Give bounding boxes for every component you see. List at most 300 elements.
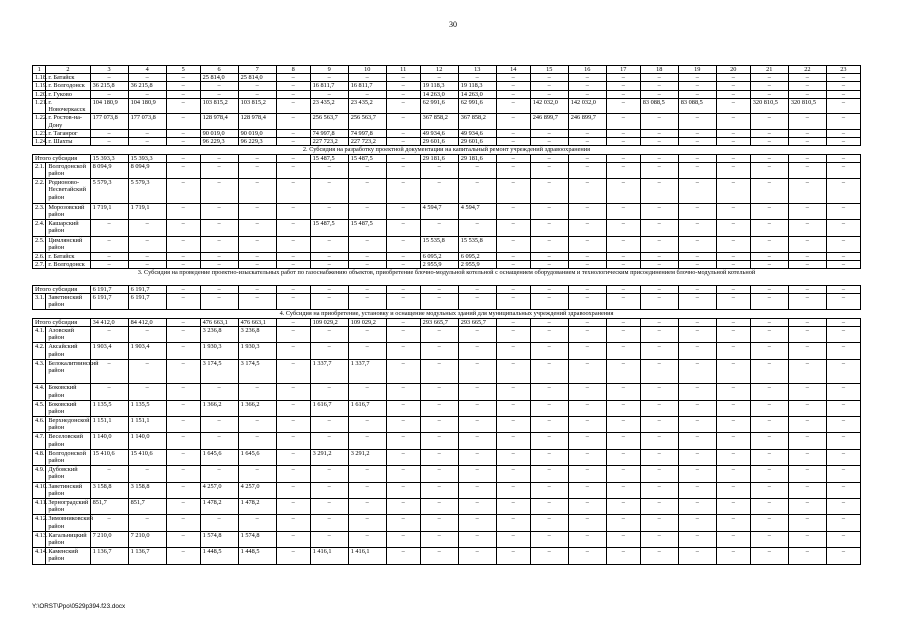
total-cell: – — [276, 318, 310, 326]
value-cell: – — [568, 261, 606, 269]
value-cell: – — [788, 548, 826, 564]
value-cell: – — [568, 179, 606, 204]
total-row — [33, 318, 861, 326]
header-cell: 6 — [200, 66, 238, 74]
value-cell: – — [276, 417, 310, 433]
value-cell: – — [386, 433, 420, 449]
value-cell: – — [276, 261, 310, 269]
value-cell: – — [640, 203, 678, 219]
value-cell: – — [640, 531, 678, 547]
value-cell: – — [750, 417, 788, 433]
value-cell: 62 991,6 — [458, 98, 496, 113]
value-cell: – — [750, 548, 788, 564]
value-cell: – — [750, 179, 788, 204]
value-cell: – — [678, 359, 716, 384]
value-cell: – — [716, 236, 750, 252]
value-cell: – — [530, 162, 568, 178]
table-row — [33, 294, 861, 310]
value-cell: 6 191,7 — [90, 294, 128, 310]
value-cell: – — [200, 515, 238, 531]
value-cell: – — [568, 531, 606, 547]
value-cell: – — [128, 220, 166, 236]
value-cell: 15 487,5 — [348, 220, 386, 236]
value-cell: 1 616,7 — [348, 400, 386, 416]
value-cell: – — [458, 548, 496, 564]
value-cell: – — [166, 499, 200, 515]
table-row — [33, 82, 861, 90]
value-cell: – — [716, 359, 750, 384]
value-cell: – — [128, 384, 166, 400]
value-cell: – — [90, 515, 128, 531]
header-cell: 18 — [640, 66, 678, 74]
value-cell: – — [530, 326, 568, 342]
value-cell: – — [750, 82, 788, 90]
value-cell: – — [200, 466, 238, 482]
row-number: 1.21. — [33, 98, 46, 113]
value-cell: 1 616,7 — [310, 400, 348, 416]
total-cell: – — [276, 154, 310, 162]
value-cell: – — [310, 252, 348, 260]
value-cell: – — [348, 531, 386, 547]
value-cell: 6 095,2 — [458, 252, 496, 260]
header-cell: 9 — [310, 66, 348, 74]
municipality-name: Кагальницкий район — [46, 531, 90, 547]
value-cell: – — [348, 74, 386, 82]
value-cell: – — [458, 433, 496, 449]
header-cell: 2 — [46, 66, 90, 74]
value-cell: – — [750, 203, 788, 219]
value-cell: – — [788, 129, 826, 137]
value-cell: – — [458, 400, 496, 416]
value-cell: – — [640, 359, 678, 384]
value-cell: – — [750, 326, 788, 342]
row-number: 4.9. — [33, 466, 46, 482]
table-row — [33, 400, 861, 416]
value-cell: – — [788, 252, 826, 260]
value-cell: – — [166, 179, 200, 204]
value-cell: – — [716, 449, 750, 465]
value-cell: – — [788, 359, 826, 384]
value-cell: 1 140,0 — [128, 433, 166, 449]
value-cell: – — [386, 515, 420, 531]
value-cell: – — [200, 162, 238, 178]
value-cell: – — [750, 466, 788, 482]
value-cell: – — [826, 162, 860, 178]
value-cell: 1 136,7 — [128, 548, 166, 564]
section-title-row — [33, 146, 861, 154]
value-cell: – — [310, 531, 348, 547]
value-cell: – — [496, 236, 530, 252]
table-row — [33, 499, 861, 515]
value-cell: – — [496, 515, 530, 531]
value-cell: – — [166, 236, 200, 252]
value-cell: – — [238, 82, 276, 90]
total-cell: – — [678, 318, 716, 326]
municipality-name: Боковский район — [46, 384, 90, 400]
value-cell: – — [750, 261, 788, 269]
value-cell: – — [716, 531, 750, 547]
value-cell: – — [386, 252, 420, 260]
value-cell: – — [678, 261, 716, 269]
row-number: 2.4. — [33, 220, 46, 236]
value-cell: 177 073,8 — [128, 114, 166, 129]
value-cell: – — [458, 449, 496, 465]
value-cell: – — [386, 114, 420, 129]
value-cell: 142 032,0 — [568, 98, 606, 113]
table-row — [33, 482, 861, 498]
value-cell: 16 811,7 — [348, 82, 386, 90]
value-cell: – — [750, 252, 788, 260]
value-cell: – — [90, 261, 128, 269]
value-cell: – — [716, 515, 750, 531]
value-cell: 1 151,1 — [90, 417, 128, 433]
value-cell: – — [348, 162, 386, 178]
value-cell: – — [826, 499, 860, 515]
header-cell: 7 — [238, 66, 276, 74]
value-cell: – — [128, 466, 166, 482]
header-cell: 20 — [716, 66, 750, 74]
value-cell: 3 291,2 — [348, 449, 386, 465]
value-cell: 128 978,4 — [238, 114, 276, 129]
value-cell: 14 263,0 — [420, 90, 458, 98]
value-cell: – — [420, 482, 458, 498]
value-cell: – — [420, 400, 458, 416]
municipality-name: г. Гуково — [46, 90, 90, 98]
value-cell: – — [750, 384, 788, 400]
value-cell: 23 435,2 — [310, 98, 348, 113]
value-cell: – — [348, 236, 386, 252]
value-cell: – — [128, 252, 166, 260]
header-cell: 5 — [166, 66, 200, 74]
value-cell: – — [826, 252, 860, 260]
value-cell: – — [238, 162, 276, 178]
value-cell: – — [276, 236, 310, 252]
value-cell: – — [530, 236, 568, 252]
value-cell: – — [640, 466, 678, 482]
table-row — [33, 384, 861, 400]
value-cell: – — [606, 90, 640, 98]
total-cell: – — [568, 285, 606, 293]
value-cell: – — [166, 261, 200, 269]
value-cell: – — [386, 82, 420, 90]
value-cell: – — [276, 343, 310, 359]
value-cell: – — [568, 343, 606, 359]
value-cell: – — [826, 548, 860, 564]
budget-table — [32, 65, 861, 565]
municipality-name: Зимовниковский район — [46, 515, 90, 531]
value-cell: – — [788, 326, 826, 342]
value-cell: 1 645,6 — [200, 449, 238, 465]
row-number: 2.6. — [33, 252, 46, 260]
value-cell: 103 815,2 — [200, 98, 238, 113]
total-cell: – — [640, 318, 678, 326]
total-cell: 6 191,7 — [90, 285, 128, 293]
value-cell: – — [788, 203, 826, 219]
value-cell: – — [568, 359, 606, 384]
value-cell: 1 478,2 — [238, 499, 276, 515]
value-cell: – — [530, 203, 568, 219]
value-cell: – — [386, 400, 420, 416]
value-cell: – — [750, 400, 788, 416]
header-cell: 16 — [568, 66, 606, 74]
value-cell: – — [678, 203, 716, 219]
value-cell: – — [568, 294, 606, 310]
value-cell: – — [788, 114, 826, 129]
municipality-name: Кашарский район — [46, 220, 90, 236]
value-cell: – — [788, 294, 826, 310]
value-cell: – — [348, 179, 386, 204]
total-cell: 29 181,6 — [458, 154, 496, 162]
value-cell: – — [716, 294, 750, 310]
total-cell: – — [530, 154, 568, 162]
total-cell: 15 487,5 — [348, 154, 386, 162]
total-cell: – — [750, 318, 788, 326]
header-cell: 8 — [276, 66, 310, 74]
value-cell: – — [606, 138, 640, 146]
value-cell: – — [200, 236, 238, 252]
value-cell: – — [678, 138, 716, 146]
value-cell: – — [200, 417, 238, 433]
value-cell: 90 019,0 — [238, 129, 276, 137]
value-cell: – — [276, 294, 310, 310]
value-cell: – — [386, 220, 420, 236]
value-cell: – — [496, 179, 530, 204]
row-number: 4.11. — [33, 499, 46, 515]
value-cell: – — [606, 294, 640, 310]
table-row — [33, 261, 861, 269]
value-cell: – — [496, 138, 530, 146]
value-cell: – — [458, 417, 496, 433]
value-cell: – — [826, 531, 860, 547]
value-cell: 1 903,4 — [90, 343, 128, 359]
value-cell: 74 997,8 — [348, 129, 386, 137]
value-cell: – — [606, 162, 640, 178]
value-cell: – — [530, 220, 568, 236]
total-cell: – — [276, 285, 310, 293]
total-cell: 293 665,7 — [458, 318, 496, 326]
value-cell: – — [826, 449, 860, 465]
value-cell: – — [678, 114, 716, 129]
value-cell: – — [606, 252, 640, 260]
total-cell: – — [716, 154, 750, 162]
value-cell: 3 158,8 — [128, 482, 166, 498]
value-cell: – — [750, 515, 788, 531]
value-cell: 36 215,8 — [90, 82, 128, 90]
value-cell: – — [386, 417, 420, 433]
value-cell: – — [458, 466, 496, 482]
value-cell: 1 930,3 — [238, 343, 276, 359]
value-cell: – — [276, 179, 310, 204]
value-cell: – — [750, 343, 788, 359]
value-cell: – — [310, 515, 348, 531]
value-cell: 246 899,7 — [568, 114, 606, 129]
value-cell: – — [128, 74, 166, 82]
municipality-name: Цимлянский район — [46, 236, 90, 252]
total-cell: – — [348, 285, 386, 293]
value-cell: – — [678, 129, 716, 137]
value-cell: – — [788, 531, 826, 547]
value-cell: – — [200, 384, 238, 400]
total-cell: – — [826, 318, 860, 326]
total-cell: 109 029,2 — [348, 318, 386, 326]
total-cell: – — [530, 285, 568, 293]
value-cell: – — [606, 384, 640, 400]
value-cell: – — [530, 179, 568, 204]
value-cell: – — [420, 179, 458, 204]
value-cell: – — [716, 90, 750, 98]
value-cell: – — [678, 90, 716, 98]
value-cell: – — [238, 203, 276, 219]
value-cell: – — [348, 384, 386, 400]
value-cell: – — [826, 179, 860, 204]
value-cell: – — [496, 400, 530, 416]
value-cell: – — [200, 294, 238, 310]
value-cell: – — [310, 384, 348, 400]
value-cell: – — [568, 417, 606, 433]
value-cell: – — [678, 531, 716, 547]
value-cell: – — [568, 515, 606, 531]
municipality-name: Боковский район — [46, 400, 90, 416]
value-cell: 29 601,6 — [458, 138, 496, 146]
value-cell: – — [678, 179, 716, 204]
total-cell: 476 663,1 — [200, 318, 238, 326]
value-cell: 227 723,2 — [348, 138, 386, 146]
value-cell: – — [826, 417, 860, 433]
value-cell: – — [640, 74, 678, 82]
value-cell: 49 934,6 — [458, 129, 496, 137]
value-cell: – — [386, 294, 420, 310]
total-cell: – — [716, 285, 750, 293]
value-cell: – — [166, 400, 200, 416]
total-cell: 15 393,3 — [128, 154, 166, 162]
value-cell: 1 337,7 — [310, 359, 348, 384]
value-cell: – — [716, 326, 750, 342]
header-cell: 14 — [496, 66, 530, 74]
value-cell: 15 410,6 — [90, 449, 128, 465]
table-row — [33, 531, 861, 547]
total-cell: – — [788, 318, 826, 326]
value-cell: – — [166, 384, 200, 400]
value-cell: – — [348, 326, 386, 342]
value-cell: 104 180,9 — [90, 98, 128, 113]
value-cell: – — [386, 90, 420, 98]
value-cell: – — [716, 114, 750, 129]
total-cell: – — [200, 285, 238, 293]
total-cell: – — [496, 285, 530, 293]
value-cell: 3 174,5 — [238, 359, 276, 384]
value-cell: 6 095,2 — [420, 252, 458, 260]
row-number: 4.1. — [33, 326, 46, 342]
value-cell: – — [420, 417, 458, 433]
total-cell: – — [750, 285, 788, 293]
value-cell: – — [420, 294, 458, 310]
value-cell: – — [750, 359, 788, 384]
value-cell: – — [788, 433, 826, 449]
value-cell: – — [788, 343, 826, 359]
value-cell: – — [716, 499, 750, 515]
total-label: Итого субсидия — [33, 318, 91, 326]
value-cell: – — [678, 449, 716, 465]
value-cell: – — [386, 326, 420, 342]
value-cell: – — [640, 114, 678, 129]
value-cell: – — [750, 114, 788, 129]
header-cell: 11 — [386, 66, 420, 74]
value-cell: 1 366,2 — [238, 400, 276, 416]
value-cell: – — [826, 482, 860, 498]
municipality-name: Дубовский район — [46, 466, 90, 482]
value-cell: – — [788, 90, 826, 98]
value-cell: – — [568, 82, 606, 90]
table-row — [33, 433, 861, 449]
table-row — [33, 417, 861, 433]
value-cell: – — [826, 294, 860, 310]
value-cell: – — [166, 343, 200, 359]
value-cell: – — [788, 384, 826, 400]
value-cell: – — [496, 220, 530, 236]
value-cell: 83 088,5 — [640, 98, 678, 113]
value-cell: – — [166, 531, 200, 547]
value-cell: – — [568, 138, 606, 146]
value-cell: – — [788, 74, 826, 82]
header-cell: 13 — [458, 66, 496, 74]
value-cell: – — [348, 466, 386, 482]
value-cell: – — [606, 359, 640, 384]
value-cell: 83 088,5 — [678, 98, 716, 113]
value-cell: – — [238, 294, 276, 310]
table-row — [33, 98, 861, 113]
value-cell: – — [716, 129, 750, 137]
value-cell: – — [276, 114, 310, 129]
table-row — [33, 203, 861, 219]
value-cell: 367 858,2 — [458, 114, 496, 129]
value-cell: – — [640, 433, 678, 449]
value-cell: – — [276, 466, 310, 482]
municipality-name: Волгодонской район — [46, 449, 90, 465]
section-title: 2. Субсидия на разработку проектной документации на капитальный ремонт учреждений здравоохранения — [33, 146, 861, 154]
value-cell: 19 118,3 — [420, 82, 458, 90]
value-cell: – — [496, 466, 530, 482]
value-cell: – — [310, 90, 348, 98]
value-cell: – — [678, 466, 716, 482]
value-cell: – — [496, 74, 530, 82]
value-cell: – — [496, 417, 530, 433]
value-cell: – — [310, 417, 348, 433]
value-cell: – — [386, 384, 420, 400]
value-cell: – — [530, 515, 568, 531]
value-cell: – — [458, 359, 496, 384]
total-cell: 84 412,0 — [128, 318, 166, 326]
value-cell: 1 416,1 — [310, 548, 348, 564]
municipality-name: Волгодонской район — [46, 162, 90, 178]
total-cell: – — [640, 154, 678, 162]
value-cell: – — [420, 359, 458, 384]
row-number: 2.5. — [33, 236, 46, 252]
value-cell: – — [458, 531, 496, 547]
value-cell: – — [530, 294, 568, 310]
value-cell: – — [386, 499, 420, 515]
value-cell: – — [166, 129, 200, 137]
value-cell: – — [348, 499, 386, 515]
header-row — [33, 66, 861, 74]
value-cell: – — [530, 531, 568, 547]
total-cell: 476 663,1 — [238, 318, 276, 326]
value-cell: – — [606, 515, 640, 531]
value-cell: – — [606, 417, 640, 433]
total-label: Итого субсидия — [33, 285, 91, 293]
value-cell: – — [386, 548, 420, 564]
value-cell: – — [606, 179, 640, 204]
value-cell: – — [310, 499, 348, 515]
